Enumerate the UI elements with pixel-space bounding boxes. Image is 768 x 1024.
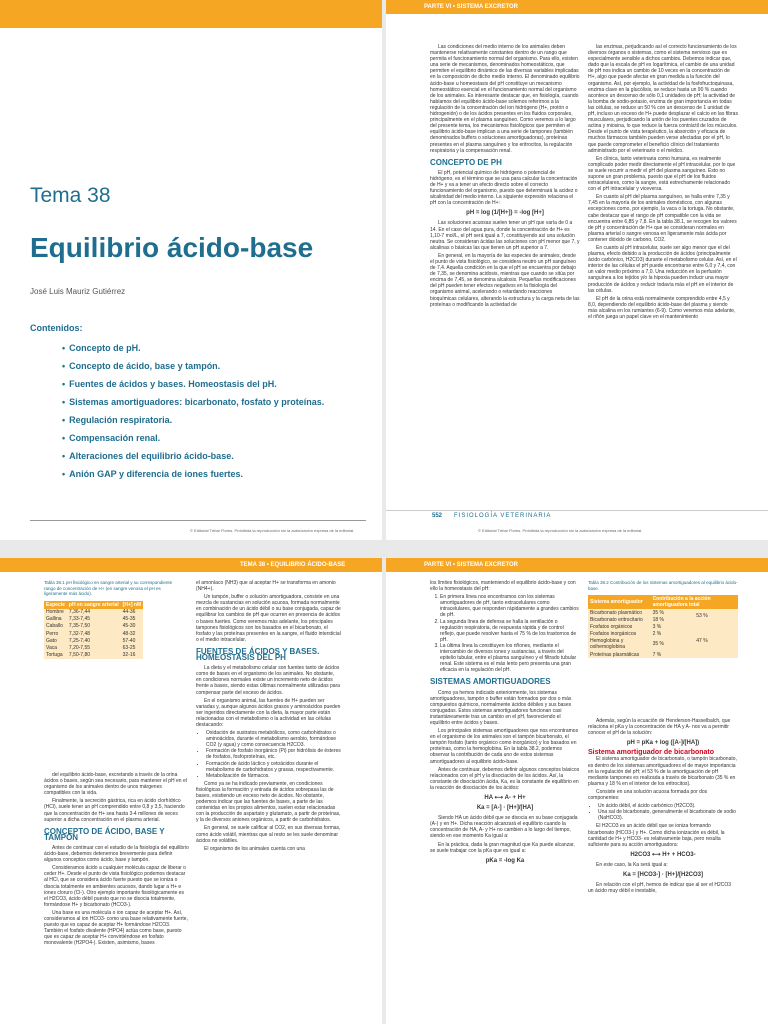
bullet-list (588, 803, 738, 821)
table-cell: 7,36-7,44 (67, 609, 121, 616)
text-column-right (588, 718, 738, 896)
text-column-left (430, 580, 580, 868)
paragraph: Consideramos ácido a cualquier molécula capaz de liberar o ceder H+. Desde el punto de vista fisiológico podemos destacar al HCl, que se considera ácido fuerte puesto que se ioniza o disocia totalmente en ambientes acuosos, dando lugar a H+ e iones cloruro (Cl-). Otro ejemplo importante fisiológicamente es el H2CO3, ácido débil puesto que no se disocia totalmente, formándose H+ y bicarbonato (HCO3-). (44, 865, 186, 908)
author: José Luis Mauriz Gutiérrez (30, 287, 126, 296)
table-header-cell: Contribución a la acción amortiguadora total (651, 595, 738, 609)
contents-item: • Fuentes de ácidos y bases. Homeostasis del pH. (62, 379, 360, 389)
paragraph: Siendo HA un ácido débil que se disocia en su base conjugada (A-) y en H+. Dicha reacción alcanzará el equilibrio cuando la concentración de HA, A- y H+ no cambien a lo largo del tiempo, siendo en ese momento Ka igual a: (430, 815, 578, 840)
section-header-text: PARTE VI • SISTEMA EXCRETOR (424, 562, 519, 568)
text-column-left (430, 44, 580, 310)
paragraph: Los principales sistemas amortiguadores que nos encontramos en el organismo de los animales son el tampón bicarbonato, el tampón fosfato (tanto orgánico como inorgánico) y los basados en proteínas, como la hemoglobina. En la tabla 38.2, podemos observar la contribución de cada uno de estos sistemas amortiguadores al equilibrio ácido-base. (430, 728, 579, 765)
top-orange-band (0, 0, 382, 28)
paragraph: En cuanto al pH intracelular, suele ser algo menor que el del plasma, efecto debido a la producción de ácidos (principalmente ácido carbónico, H2CO3) durante el metabolismo celular. Así, en el interior de las células el pH puede encontrarse entre 6,0 y 7,4, con un valor medio próximo a 7,0. Una reducción en la perfusión sanguínea a los tejidos y/o la hipoxia pueden inducir una mayor producción de ácidos y reducir todavía más el pH en el interior de las células. (588, 245, 737, 294)
paragraph: El pH de la orina está normalmente comprendido entre 4,5 y 8,0, dependiendo del equilibrio ácido-base del plasma y siendo más alcalina en los rumiantes (6-9). Como veremos más adelante, el riñón juega un papel clave en el mantenimiento (588, 295, 736, 321)
table-38-1 (44, 580, 182, 659)
paragraph: La dieta y el metabolismo celular son fuentes tanto de ácidos como de bases en el organismo de los animales. No obstante, en condiciones normales existe un incremento neto de ácidos frente a bases, siendo estas últimas normalmente utilizadas para compensar parte del exceso de ácidos. (196, 665, 340, 696)
paragraph: Como ya hemos indicado anteriormente, los sistemas amortiguadores, tampón o buffer están formados por dos o más compuestos químicos, normalmente ácidos débiles y sus bases conjugadas. Estos sistemas amortiguadores funcionan casi instantáneamente tras un cambio en el pH, favoreciendo el equilibrio entre ácidos y bases. (430, 689, 572, 726)
page-title: Equilibrio ácido-base (30, 232, 314, 263)
table-cell: Hombre (44, 609, 67, 616)
table-cell: 48-32 (121, 630, 143, 637)
table-caption: Tabla 38.2 Contribución de los sistemas amortiguadores al equilibrio ácido-base. (588, 580, 738, 591)
contents-item: • Regulación respiratoria. (62, 415, 360, 425)
table-cell: 63-25 (121, 644, 143, 651)
paragraph: En clínica, tanto veterinaria como humana, es realmente complicado poder medir directamente el pH intracelular, por lo que se suele recurrir a medir el pH del plasma sanguíneo. Esto no supone un gran problema, puesto que el pH de los fluidos extracelulares, como la sangre, está estrechamente relacionado con el pH intracelular y viceversa. (588, 155, 736, 193)
paragraph: Las condiciones del medio interno de los animales deben mantenerse relativamente constantes dentro de un rango que permita el funcionamiento normal del organismo. Para ello, existen una serie de mecanismos, denominados homeostáticos, que permiten el equilibrio dinámico de las diversas variables implicadas en la composición de dicho medio interno. El denominado equilibrio ácido-base u homeostasis del pH constituye un mecanismo homeostático esencial en el funcionamiento normal del organismo de los animales. Es interesante destacar que, en fisiología, cuando hablamos del equilibrio ácido-base solemos referirnos a la regulación de la concentración del ion hidrógeno (H+, protón o hidrogenión) o de los ácidos presentes en los fluidos corporales, principalmente en el plasma sanguíneo. Como veremos a lo largo del presente tema, los mecanismos fisiológicos que permiten el equilibrio ácido-base implican a una serie de tampones (también denominados buffers o soluciones amortiguadoras), proteínas presentes en el plasma sanguíneo y los eritrocitos, la regulación respiratoria y la compensación renal. (430, 44, 580, 154)
page-number: 552 (432, 513, 443, 519)
data-table (588, 595, 738, 658)
list-item: 3. La última línea la constituyen los riñones, mediante el intercambio de diversos iones y sustancias, a través del epitelio tubular, entre el plasma sanguíneo y el filtrado tubular renal. Este sistema es el más lento pero presenta una gran eficacia en la regulación del pH. (440, 643, 580, 673)
table-cell: 18 % (651, 616, 695, 623)
table-cell: Bicarbonato plasmático (588, 609, 651, 616)
divider (30, 520, 366, 521)
table-cell: 7 % (651, 651, 695, 658)
paragraph: El pH, potencial químico de hidrógeno o potencial de hidrógeno, es el término que se usa para calcular la concentración de H+ y va a tener un efecto directo sobre el correcto funcionamiento del organismo, puesto que determinará la acidez o alcalinidad del medio interno. La siguiente expresión relaciona el pH con la concentración de H+: (430, 169, 578, 207)
table-cell: Caballo (44, 623, 67, 630)
table-cell: Bicarbonato eritrocitario (588, 616, 651, 623)
paragraph: En relación con el pH, hemos de indicar que al ser el H2CO3 un ácido muy débil e inestable, (588, 882, 732, 895)
paragraph: Un tampón, buffer o solución amortiguadora, consiste en una mezcla de sustancias en solución acuosa, formada normalmente en combinación de un ácido débil o su base conjugada, capaz de equilibrar los cambios de pH que ocurren en presencia de ácidos o bases fuertes. Como veremos más adelante, los principales tampones fisiológicos son los basados en el bicarbonato, el fosfato y las proteínas presentes en la sangre, el fluido intersticial o el medio intracelular. (196, 594, 341, 643)
page-2 (386, 0, 768, 540)
section-heading: FUENTES DE ÁCIDOS Y BASES. HOMEOSTASIS DEL PH (196, 646, 320, 663)
contents-item: • Compensación renal. (62, 433, 360, 443)
table-cell: Fosfatos inorgánicos (588, 631, 651, 638)
contents-item: • Sistemas amortiguadores: bicarbonato, fosfato y proteínas. (62, 397, 360, 407)
table-header-cell: Sistema amortiguador (588, 595, 651, 609)
table-header-row (588, 595, 738, 609)
bullet-list (196, 730, 341, 779)
table-cell: 35 % (651, 609, 695, 616)
paragraph: El organismo de los animales cuenta con una (204, 845, 305, 852)
paragraph: los límites fisiológicos, manteniendo el equilibrio ácido-base y con ello la homeostasis del pH: (430, 580, 576, 593)
contents-list (30, 343, 360, 479)
table-cell: 35 % (651, 638, 695, 651)
section-header (386, 558, 768, 572)
formula: H2CO3 ⟷ H+ + HCO3- (630, 851, 696, 858)
table-cell: 32-16 (121, 652, 143, 659)
paragraph: En cuanto al pH del plasma sanguíneo, se halla entre 7,35 y 7,45 en la mayoría de los animales domésticos, con algunas excepciones como, por ejemplo, la vaca o la tortuga. No obstante, cabe destacar que el rango de pH compatible con la vida se encuentra entre 6,85 y 7,8. En la tabla 38.1, se recogen los valores de pH y concentración de H+ que se consideran normales en plasma arterial o sangre venosa en ligeramente más ácida por contener dióxido de carbono, CO2. (588, 194, 737, 243)
text-column-right (588, 44, 738, 322)
table-row (588, 609, 738, 616)
paragraph: Como ya se ha indicado previamente, en condiciones fisiológicas la formación y entrada de ácidos sobrepasa las de bases, existiendo un exceso neto de ácidos. No obstante, podemos indicar que las fuentes de bases, a parte de las contenidas en los propios alimentos, suelen estar relacionadas con la producción de aspartato y glutamato, a partir de proteínas, y la de diversos aniones orgánicos, a partir de carbohidratos. (196, 780, 341, 824)
theme-label: Tema 38 (30, 184, 111, 207)
table-row (44, 637, 143, 644)
formula: Ka = [A-] · [H+]/[HA] (476, 805, 534, 812)
section-header-text: PARTE VI • SISTEMA EXCRETOR (424, 4, 519, 10)
bullet-item: • Una sal de bicarbonato, generalmente el bicarbonato de sodio (NaHCO3). (598, 809, 738, 821)
contents-item: • Alteraciones del equilibrio ácido-base. (62, 451, 360, 461)
table-cell: Hemoglobina y oxihemoglobina (588, 638, 651, 651)
table-cell: 57-40 (121, 637, 143, 644)
table-38-2 (588, 580, 738, 658)
paragraph: En la práctica, dada la gran magnitud que Ka puede alcanzar, se suele trabajar con la pKa que es igual a: (430, 841, 575, 854)
table-row (44, 630, 143, 637)
paragraph: Una base es una molécula o ion capaz de aceptar H+. Así, consideramos al ion HCO3- como una base relativamente fuerte, puesto que es capaz de aceptar H+ formándose H2CO3. También el fosfato divalente (HPO4) actúa como base, puesto que es capaz de aceptar H+ convirtiéndose en fosfato monovalente (H2PO4-). Existen, asimismo, bases (44, 909, 188, 947)
table-row (44, 652, 143, 659)
bullet-item: • Formación de ácido láctico y cetoácidos durante el metabolismo de carbohidratos y grasas, respectivamente. (206, 761, 341, 773)
paragraph: El H2CO3 es un ácido débil que se ioniza formando bicarbonato (HCO3-) y H+. Como dicha ionización es débil, la cantidad de H+ y HCO3- es relativamente baja, pero resulta suficiente para su acción amortiguadora: (588, 823, 725, 848)
table-caption: Tabla 38.1 pH fisiológico en sangre arterial y su correspondiente rango de concentración de H+ (en sangre venosa el pH es ligeramente más ácido). (44, 580, 173, 596)
paragraph: El sistema amortiguador de bicarbonato, o tampón bicarbonato, es dentro de los sistemas amortiguadores el de mayor importancia en la regulación del pH; el 53 % de la amortiguación de pH mediante tampones es realizada a través de bicarbonato (35 % en plasma y 18 % en el interior de los eritrocitos). (588, 756, 737, 787)
table-cell: 7,20-7,55 (67, 644, 121, 651)
subsection-heading: Sistema amortiguador de bicarbonato (588, 749, 715, 757)
formula: pKa = -log Ka (485, 857, 525, 864)
formula: pH = log (1/[H+]) = -log [H+] (466, 210, 544, 217)
table-cell: Fosfatos orgánicos (588, 623, 651, 630)
table-header-cell: Especie (46, 601, 65, 608)
numbered-list (430, 594, 580, 673)
table-cell: 3 % (651, 623, 695, 630)
formula: Ka = [HCO3-] · [H+]/[H2CO3] (622, 871, 703, 878)
data-table (44, 601, 143, 659)
bullet-item: • Oxidación de sustratos metabólicos, como carbohidratos o aminoácidos, durante el metabolismo aerobio, formándose CO2 (y agua) y como consecuencia H2CO3. (206, 730, 341, 748)
section-header (0, 558, 382, 572)
table-cell: 44-36 (121, 609, 143, 616)
table-cell: Vaca (44, 644, 67, 651)
paragraph: Además, según la ecuación de Henderson-Hasselbalch, que relaciona el pKa y la concentración de HA y A- nos va a permitir conocer el pH de la solución: (588, 718, 731, 737)
page-1 (0, 0, 382, 540)
page-3 (0, 558, 382, 1024)
table-cell: Gato (44, 637, 67, 644)
copyright: © Editorial Tébar Flores. Prohibida la reproducción sin la autorización expresa de la editorial. (190, 528, 355, 533)
table-row (588, 623, 738, 630)
contents-box (30, 323, 360, 487)
table-cell: 45-30 (121, 623, 143, 630)
table-cell: 47 % (694, 623, 738, 658)
table-cell: 7,33-7,45 (67, 616, 121, 623)
table-cell: 7,35-7,50 (67, 623, 121, 630)
contents-item: • Anión GAP y diferencia de iones fuertes. (62, 469, 360, 479)
table-header-cell: [H+] nM (122, 601, 142, 608)
formula: HA ⟷ A- + H+ (484, 795, 526, 801)
table-cell: 53 % (694, 609, 738, 623)
paragraph: Antes de continuar con el estudio de la fisiología del equilibrio ácido-base, debemos detenernos brevemente para definir algunos conceptos como ácido, base y tampón. (44, 844, 189, 864)
paragraph: En general, se suele calificar al CO2, en sus diversas formas, como ácido volátil, mientras que al resto se les suele denominar ácidos no volátiles. (196, 825, 341, 844)
page-4 (386, 558, 768, 1024)
bullet-item: • Formación de fosfato inorgánico (Pi) por hidrólisis de ésteres de fosfatos, fosfoproteínas, etc. (206, 748, 341, 760)
table-header-row (44, 601, 143, 609)
paragraph: el amoníaco (NH3) que al aceptar H+ se transforma en amonio (NH4+). (196, 580, 336, 593)
copyright: © Editorial Tébar Flores. Prohibida la reproducción sin la autorización expresa de la editorial. (478, 528, 643, 533)
contents-item: • Concepto de pH. (62, 343, 360, 353)
table-cell: Proteínas plasmáticas (588, 651, 651, 658)
table-cell: 45-35 (121, 616, 143, 623)
paragraph: Antes de continuar, debemos definir algunos conceptos básicos relacionados con el pH y la disociación de los ácidos. Así, la constante de disociación ácida, Ka, es la constante de equilibrio en la reacción de disociación de los ácidos: (430, 766, 580, 791)
bullet-item: • Un ácido débil, el ácido carbónico (H2CO3). (598, 803, 738, 809)
paragraph: En este caso, la Ka será igual a: (596, 861, 668, 868)
list-item: 2. La segunda línea de defensa se halla la ventilación o regulación respiratoria, de respuesta rápida y de control reflejo, que puede resolver hasta el 75 % de los trastornos de pH. (440, 619, 580, 643)
table-cell: 7,32-7,48 (67, 630, 121, 637)
paragraph: Las soluciones acuosas suelen tener un pH que varía de 0 a 14. En el caso del agua pura, donde la concentración de H+ es 1,10-7 mol/L, el pH será igual a 7, constituyendo así una solución neutra. Se consideran ácidas las soluciones con pH menor que 7, y alcalinas o básicas las que tienen un pH superior a 7. (430, 220, 580, 251)
table-cell: 7,50-7,80 (67, 652, 121, 659)
bullet-item: • Metabolización de fármacos. (206, 773, 341, 779)
paragraph: las enzimas, perjudicando así el correcto funcionamiento de los diversos órganos o sistemas, como el sistema nervioso que es especialmente sensible a dichos cambios. Debemos indicar que, dado que la escala de pH es logarítmica, el cambio de una unidad de pH nos indica un cambio de 10 veces en la concentración de H+, algo que puede afectar en gran medida a la función del organismo. Así, por ejemplo, la actividad de la fosfofructoquinasa, enzima clave en la glucólisis, se reduce hasta un 90 % cuando acontece un descenso de sólo 0,1 unidades de pH; la actividad de la bomba de sodio-potasio, enzima de gran importancia en todas las células, se reduce un 50 % con un descenso de 1 unidad de pH, incluso un exceso de H+ puede desplazar el calcio en las fibras musculares, perjudicando la unión de los puentes cruzados de actina y miosina, lo que reduce la fuerza contráctil de los músculos. Desde el punto de vista terapéutico, la absorción y eficacia de muchos fármacos también pueden verse afectadas por el pH, lo que puede comprometer el beneficio clínico del tratamiento administrado por el veterinario o el médico. (588, 44, 738, 154)
contents-item: • Concepto de ácido, base y tampón. (62, 361, 360, 371)
table-row (44, 644, 143, 651)
table-cell: Perro (44, 630, 67, 637)
formula: pH = pKa + log ([A-]/[HA]) (626, 740, 700, 747)
section-header-text: TEMA 38 • EQUILIBRIO ÁCIDO-BASE (240, 562, 346, 568)
table-cell: 7,25-7,40 (67, 637, 121, 644)
table-row (44, 623, 143, 630)
list-item: 1. En primera línea nos encontramos con los sistemas amortiguadores de pH, tanto extracelulares como intracelulares, que responden rápidamente a grandes cambios de pH. (440, 594, 580, 618)
text-column-right (196, 580, 341, 854)
table-row (44, 609, 143, 616)
contents-title: Contenidos: (30, 323, 83, 333)
text-column-left (44, 772, 189, 948)
table-header-cell: pH en sangre arterial (68, 601, 119, 608)
table-row (44, 616, 143, 623)
section-heading: CONCEPTO DE PH (430, 157, 502, 167)
paragraph: del equilibrio ácido-base, excretando a través de la orina ácidos o bases, según sea necesario, para mantener el pH en el organismo de los animales dentro de unos márgenes compatibles con la vida. (44, 772, 187, 797)
table-cell: Tortuga (44, 652, 67, 659)
paragraph: En general, en la mayoría de las especies de animales, desde el punto de vista fisiológico, se considera neutro un pH sanguíneo de 7,4. Aquella condición en la que el pH se encuentra por debajo de 7,35, se denomina acidosis, mientras que cuando se sitúa por encima de 7,45, se denomina alcalosis. Pequeñas modificaciones del pH pueden tener efectos negativos en la fisiología del organismo animal, acelerando o retardando reacciones bioquímicas celulares, alterando la estructura y la carga neta de las proteínas o modificando la actividad de (430, 252, 580, 308)
table-cell: 2 % (651, 631, 695, 638)
footer-divider (386, 510, 768, 511)
paragraph: Finalmente, la secreción gástrica, rica en ácido clorhídrico (HCl), suele tener un pH comprendido entre 0,8 y 3,5, haciendo que la concentración de H+ sea hasta 3-4 millones de veces superior a dicha concentración en el plasma arterial. (44, 798, 185, 823)
book-title: FISIOLOGÍA VETERINARIA (454, 513, 552, 519)
section-heading: CONCEPTO DE ÁCIDO, BASE Y TAMPÓN (44, 826, 165, 842)
paragraph: Consiste en una solución acuosa formada por dos componentes: (588, 788, 708, 802)
section-header (386, 0, 768, 14)
section-heading: SISTEMAS AMORTIGUADORES (430, 677, 551, 687)
paragraph: En el organismo animal, las fuentes de H+ pueden ser variadas y, aunque algunos ácidos grasos y aminoácidos pueden ser ingeridos directamente con la dieta, la mayor parte están relacionadas con el metabolismo o la actividad en las células destacando: (196, 697, 341, 728)
table-cell: Gallina (44, 616, 67, 623)
